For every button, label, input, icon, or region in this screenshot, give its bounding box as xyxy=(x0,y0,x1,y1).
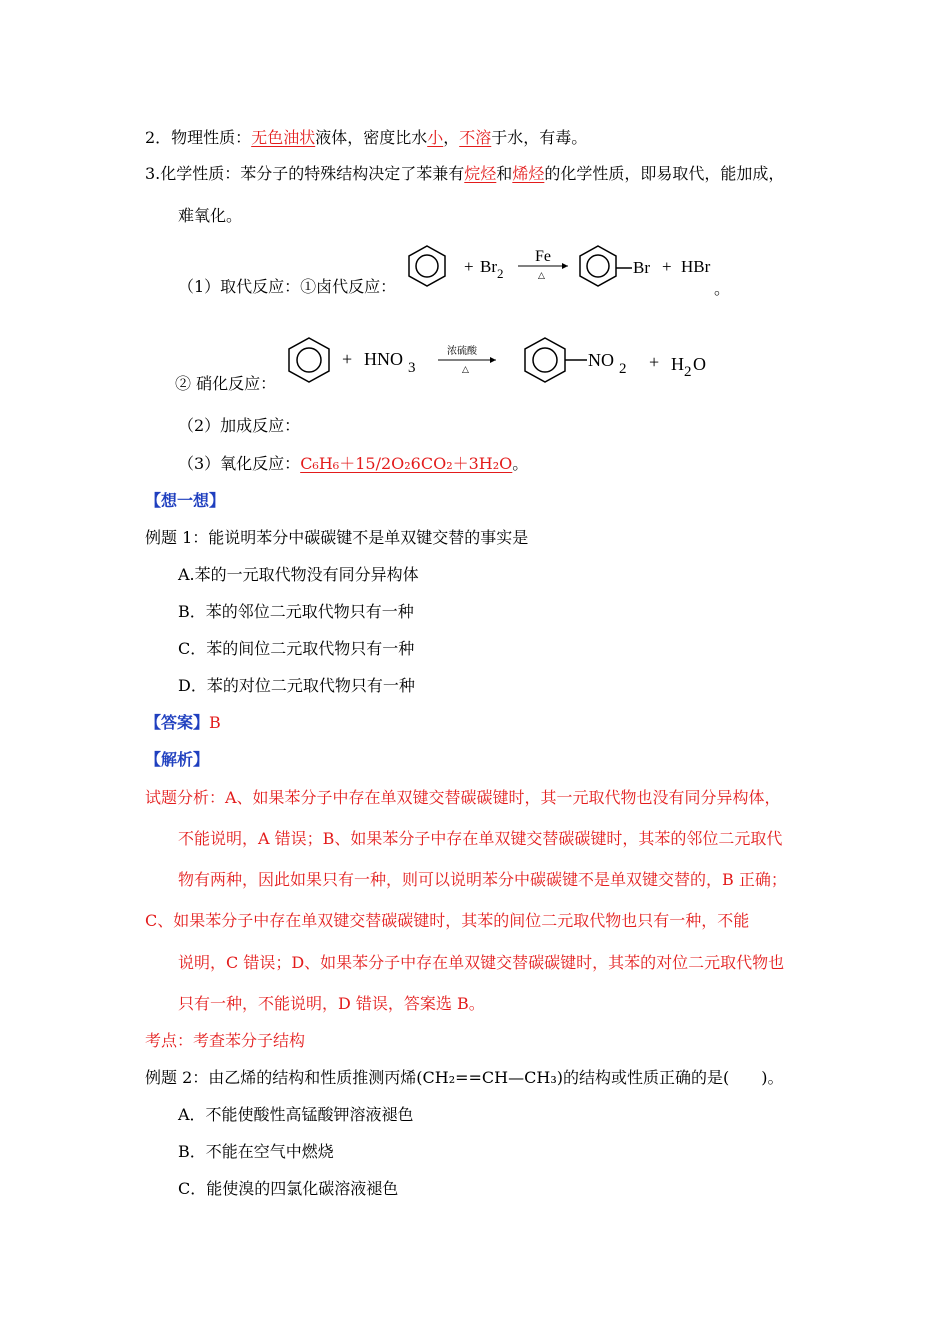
analysis-line: 说明，C 错误；D、如果苯分子中存在单双键交替碳碳键时，其苯的对位二元取代物也 xyxy=(178,953,785,972)
svg-text:+: + xyxy=(649,352,660,372)
example1-option-d: D．苯的对位二元取代物只有一种 xyxy=(178,676,415,695)
chemical-properties: 3.化学性质：苯分子的特殊结构决定了苯兼有烷烃和烯烃的化学性质，即易取代，能加成， xyxy=(145,164,785,183)
bromination-equation xyxy=(400,238,740,298)
analysis-label: 【解析】 xyxy=(145,750,210,769)
svg-text:HNO: HNO xyxy=(364,349,403,369)
oxidation-reaction: （3）氧化反应：C₆H₆＋15/2O₂6CO₂＋3H₂O。 xyxy=(178,454,529,473)
example2-option-c: C．能使溴的四氯化碳溶液褪色 xyxy=(178,1179,399,1198)
nitration-equation xyxy=(282,330,722,390)
example1-option-a: A.苯的一元取代物没有同分异构体 xyxy=(178,565,419,584)
svg-text:2: 2 xyxy=(619,361,627,377)
svg-text:+: + xyxy=(464,257,474,276)
example2-question: 例题 2：由乙烯的结构和性质推测丙烯(CH₂==CH—CH₃)的结构或性质正确的是( )。 xyxy=(145,1068,784,1087)
svg-text:NO: NO xyxy=(588,350,614,370)
analysis-line: C、如果苯分子中存在单双键交替碳碳键时，其苯的间位二元取代物也只有一种，不能 xyxy=(145,911,750,930)
knowledge-point: 考点：考查苯分子结构 xyxy=(145,1031,306,1050)
think-heading: 【想一想】 xyxy=(145,491,226,510)
answer-alkane: 烷烃 xyxy=(464,164,497,183)
svg-text:+: + xyxy=(662,257,672,276)
answer-small: 小 xyxy=(427,128,444,147)
analysis-line: 物有两种，因此如果只有一种，则可以说明苯分中碳碳键不是单双键交替的，B 正确； xyxy=(178,870,787,889)
svg-text:O: O xyxy=(693,354,706,374)
svg-text:△: △ xyxy=(538,270,545,280)
example1-question: 例题 1：能说明苯分中碳碳键不是单双键交替的事实是 xyxy=(145,528,529,547)
svg-text:Br: Br xyxy=(633,258,650,277)
example2-option-b: B．不能在空气中燃烧 xyxy=(178,1142,334,1161)
answer-line xyxy=(145,712,221,734)
answer-label: 【答案】 xyxy=(145,713,210,732)
answer-colorless: 无色油状 xyxy=(251,128,316,147)
nitration-label: ② 硝化反应： xyxy=(175,374,277,393)
analysis-line: 只有一种，不能说明，D 错误，答案选 B。 xyxy=(178,994,485,1013)
svg-text:H: H xyxy=(671,354,684,374)
answer-alkene: 烯烃 xyxy=(512,164,545,183)
analysis-line: 不能说明，A 错误；B、如果苯分子中存在单双键交替碳碳键时，其苯的邻位二元取代 xyxy=(178,829,783,848)
oxidation-formula: C₆H₆＋15/2O₂6CO₂＋3H₂O xyxy=(300,454,513,473)
answer-insoluble: 不溶 xyxy=(459,128,492,147)
bromination-period: 。 xyxy=(714,279,731,298)
physical-properties: 2．物理性质：无色油状液体，密度比水小，不溶于水，有毒。 xyxy=(145,128,588,147)
benzene-ring-icon xyxy=(580,246,616,286)
svg-text:HBr: HBr xyxy=(681,257,711,276)
halogenation-label: （1）取代反应：①卤代反应： xyxy=(178,277,397,296)
example1-option-c: C．苯的间位二元取代物只有一种 xyxy=(178,639,415,658)
addition-label: （2）加成反应： xyxy=(178,416,301,435)
benzene-ring-icon xyxy=(525,338,565,382)
svg-text:2: 2 xyxy=(497,266,504,281)
svg-text:2: 2 xyxy=(684,364,692,380)
example2-option-a: A．不能使酸性高锰酸钾溶液褪色 xyxy=(178,1105,414,1124)
svg-text:Fe: Fe xyxy=(535,248,551,265)
answer-value: B xyxy=(209,713,221,732)
chemical-properties-cont: 难氧化。 xyxy=(178,206,243,225)
svg-text:浓硫酸: 浓硫酸 xyxy=(447,346,477,357)
svg-text:+: + xyxy=(342,349,353,369)
analysis-line: 试题分析：A、如果苯分子中存在单双键交替碳碳键时，其一元取代物也没有同分异构体， xyxy=(145,788,781,807)
svg-text:△: △ xyxy=(462,364,469,374)
svg-text:3: 3 xyxy=(408,360,416,376)
example1-option-b: B．苯的邻位二元取代物只有一种 xyxy=(178,602,414,621)
benzene-ring-icon xyxy=(289,338,329,382)
svg-text:Br: Br xyxy=(480,257,497,276)
benzene-ring-icon xyxy=(409,246,445,286)
